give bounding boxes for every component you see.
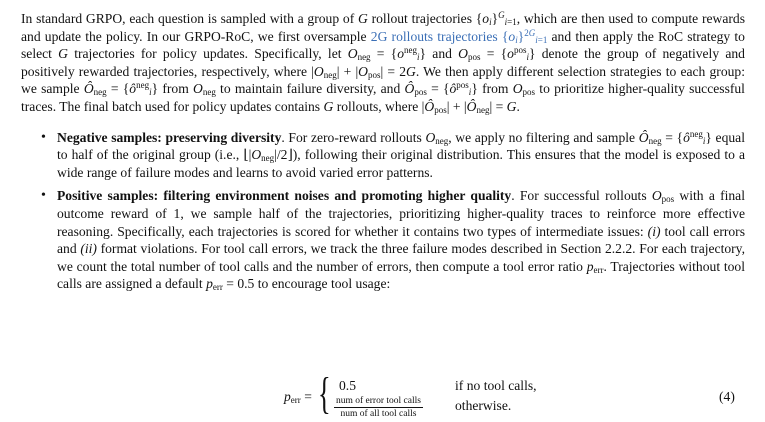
highlighted-phrase: 2G rollouts trajectories $\{o_i\}^{2G}_{i=1}$	[370, 27, 548, 45]
fraction-denominator: num of all tool calls	[340, 409, 417, 419]
strategy-list	[21, 129, 745, 293]
intro-paragraph: In standard GRPO, each question is sampled with a group of G rollout trajectories $\{o_i\}^G_{i=1}$, which are then used to compute rewards and update the policy. In our GRPO-RoC, we first oversample 2G rollouts trajectories $\{o_i\}^{2G}_{i=1}$ and then apply the RoC strategy to select G trajectories for policy updates. Specifically, let $O_{neg} = \{o^{neg}_i\}$ and $O_{pos} = \{o^{pos}_i\}$ denote the group of negatively and positively rewarded trajectories, respectively, where $|O_{neg}| + |O_{pos}| = 2G$. We then apply different selection strategies to each group: we sample $Ô_{neg}$ = $\{ô^{neg}_i\}$ from $O_{neg}$ to maintain failure diversity, and $Ô_{pos}$ = $\{ô^{pos}_i\}$ from $O_{pos}$ to prioritize higher-quality successful traces. The final batch used for policy updates contains G rollouts, where $|Ô_{pos}|$ + $|Ô_{neg}| = G$.	[21, 10, 746, 115]
equation-condition-1: if no tool calls,	[455, 378, 537, 393]
list-item-positive-samples: • Positive samples: filtering environment noises and promoting higher quality. For successful rollouts $O_{pos}$ with a final outcome reward of 1, we sample half of the trajectories, prioritizing higher-quality traces to reinforce more effective reasoning. Specifically, each trajectories is scored for whether it contains two types of intermediate issues: (i) tool call errors and (ii) format violations. For tool call errors, we track the three failure modes described in Section 2.2.2. For each trajectory, we count the total number of tool calls and the number of errors, then compute a tool error ratio $p_{err}$. Trajectories without tool calls are assigned a default $p_{err} = 0.5$ to encourage tool usage:	[57, 187, 745, 293]
equation-4	[0, 369, 765, 420]
equation-condition-2: otherwise.	[455, 398, 512, 413]
fraction-numerator: num of error tool calls	[336, 396, 421, 406]
list-item-negative-samples: • Negative samples: preserving diversity. For zero-reward rollouts $O_{neg}$, we apply no filtering and sample $Ô_{neg}$ = $\{ô^{neg}_i\}$ equal to half of the original group (i.e., $⌊|O_{neg}|/2⌋$), following their original distribution. This ensures that the model is exposed to a wide range of failure modes and learns to avoid varied error patterns.	[57, 129, 745, 182]
equation-lhs: $p_{err}$ =	[284, 389, 312, 405]
error-ratio-fraction	[334, 396, 423, 419]
equation-number: (4)	[719, 389, 735, 404]
equation-case-1-value: 0.5	[339, 378, 356, 393]
left-brace: {	[318, 369, 331, 418]
